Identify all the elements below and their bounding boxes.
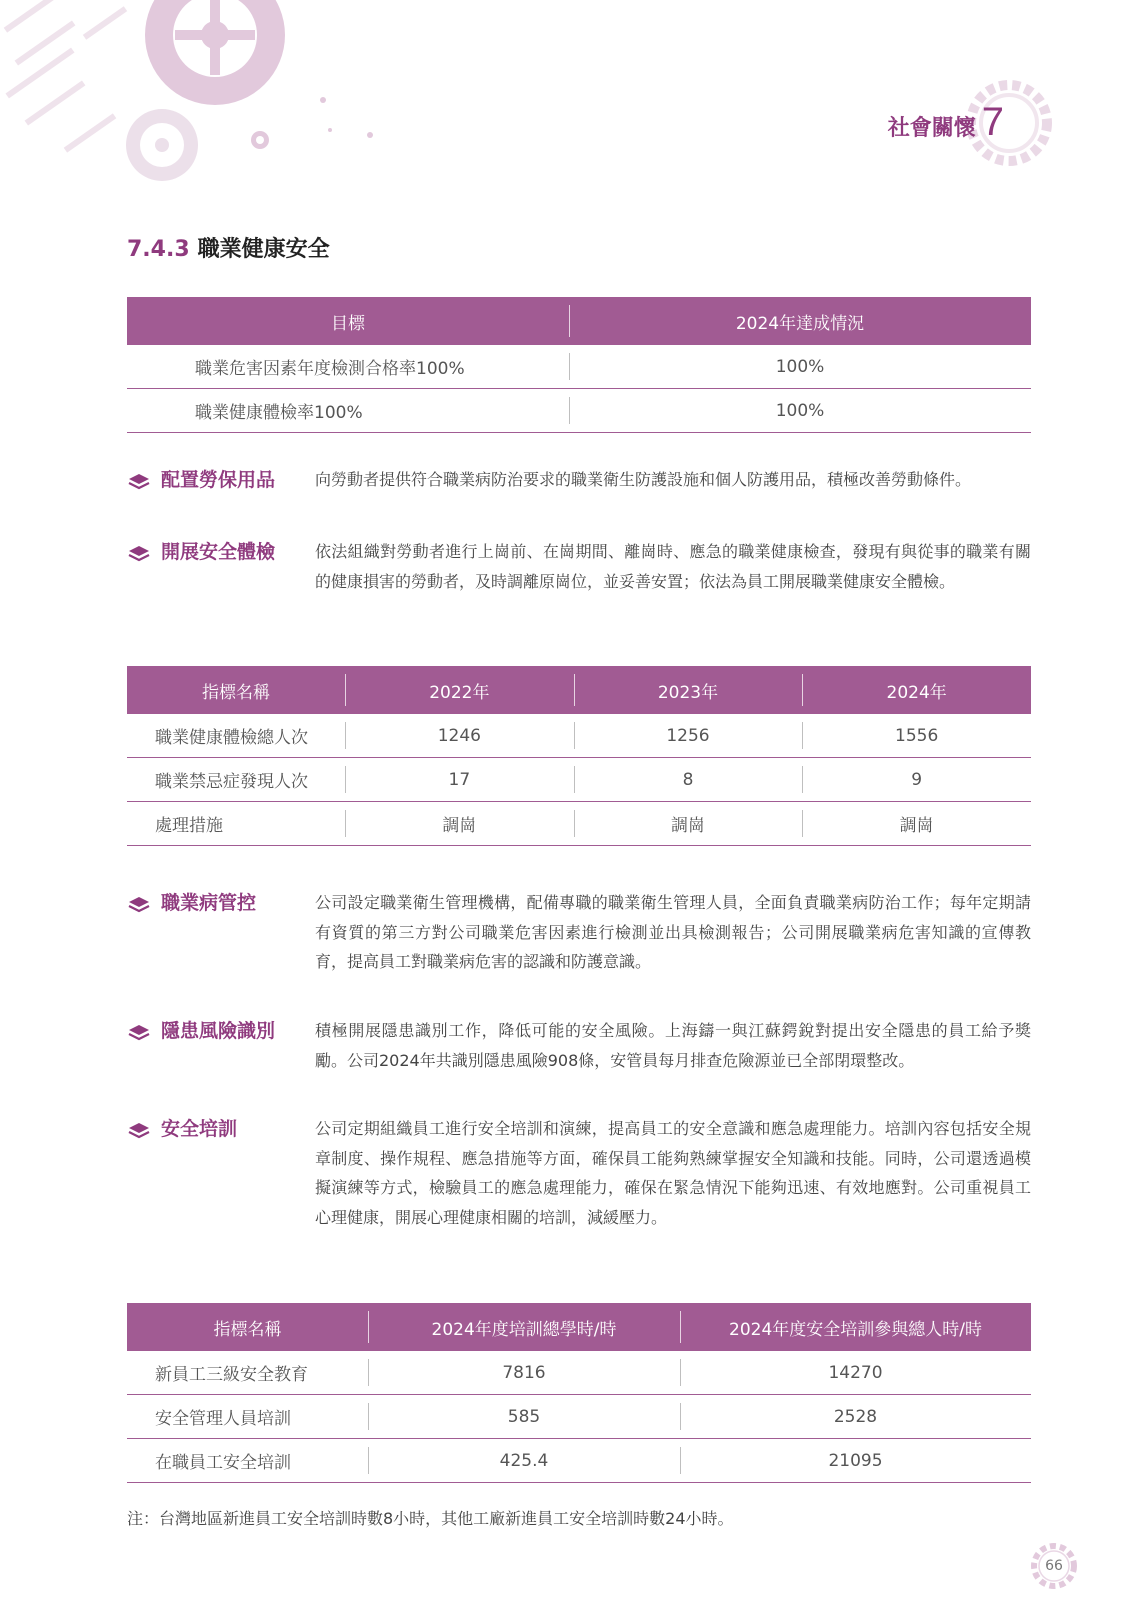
table-row [127, 802, 1031, 846]
table-cell: 調崗 [574, 802, 803, 846]
table-cell: 調崗 [802, 802, 1031, 846]
layers-icon [127, 546, 151, 562]
item-heading: 開展安全體檢 [161, 541, 276, 563]
table-cell: 安全管理人員培訓 [127, 1395, 368, 1439]
page-number-badge [1030, 1542, 1078, 1590]
health-indicator-table [127, 666, 1031, 846]
layers-icon [127, 474, 151, 490]
page-number: 66 [1045, 1558, 1063, 1574]
table-cell: 14270 [680, 1351, 1031, 1395]
table-cell: 1556 [802, 714, 1031, 758]
section-title-text: 職業健康安全 [197, 237, 330, 262]
table-row [127, 1395, 1031, 1439]
decorative-gears-illustration [0, 0, 420, 200]
item-protective-equipment [127, 465, 1031, 495]
table-row [127, 1439, 1031, 1483]
item-body: 積極開展隱患識別工作，降低可能的安全風險。上海鑄一與江蘇鍔銳對提出安全隱患的員工給予獎勵。公司2024年共識別隱患風險908條，安管員每月排查危險源並已全部閉環整改。 [315, 1021, 1031, 1070]
section-title [127, 232, 330, 263]
health-table-header-cell: 2022年 [345, 666, 574, 714]
training-table-header-cell: 指標名稱 [127, 1303, 368, 1351]
item-heading: 職業病管控 [161, 892, 257, 914]
item-occupational-disease-control [127, 888, 1031, 977]
table-cell: 職業健康體檢率100% [127, 389, 569, 433]
table-cell: 在職員工安全培訓 [127, 1439, 368, 1483]
table-cell: 1256 [574, 714, 803, 758]
layers-icon [127, 1123, 151, 1139]
table-cell: 職業禁忌症發現人次 [127, 758, 345, 802]
table-cell: 21095 [680, 1439, 1031, 1483]
table-cell: 職業危害因素年度檢測合格率100% [127, 345, 569, 389]
table-cell: 17 [345, 758, 574, 802]
footnote: 注：台灣地區新進員工安全培訓時數8小時，其他工廠新進員工安全培訓時數24小時。 [127, 1509, 734, 1528]
goal-table [127, 297, 1031, 433]
training-table-header-cell: 2024年度培訓總學時/時 [368, 1303, 680, 1351]
table-row [127, 1351, 1031, 1395]
goal-table-header [127, 297, 1031, 345]
health-table-header-cell: 2023年 [574, 666, 803, 714]
table-cell: 1246 [345, 714, 574, 758]
chapter-number: 7 [981, 100, 1004, 144]
table-cell: 100% [569, 389, 1031, 433]
table-cell: 2528 [680, 1395, 1031, 1439]
item-body: 公司設定職業衛生管理機構，配備專職的職業衛生管理人員，全面負責職業病防治工作；每年定期請有資質的第三方對公司職業危害因素進行檢測並出具檢測報告；公司開展職業病危害知識的宣傳教育，提高員工對職業病危害的認識和防護意識。 [315, 893, 1031, 971]
chapter-heading [888, 100, 1004, 145]
item-body: 公司定期組織員工進行安全培訓和演練，提高員工的安全意識和應急處理能力。培訓內容包括安全規章制度、操作規程、應急措施等方面，確保員工能夠熟練掌握安全知識和技能。同時，公司還透過模擬演練等方式，檢驗員工的應急處理能力，確保在緊急情況下能夠迅速、有效地應對。公司重視員工心理健康，開展心理健康相關的培訓，減緩壓力。 [315, 1119, 1031, 1227]
table-cell: 425.4 [368, 1439, 680, 1483]
chapter-name: 社會關懷 [887, 116, 976, 141]
item-heading: 配置勞保用品 [161, 469, 276, 491]
health-table-header-cell: 2024年 [802, 666, 1031, 714]
item-heading: 隱患風險識別 [161, 1020, 276, 1042]
item-safety-checkup [127, 537, 1031, 596]
health-table-header-cell: 指標名稱 [127, 666, 345, 714]
table-cell: 處理措施 [127, 802, 345, 846]
table-row [127, 389, 1031, 433]
table-cell: 100% [569, 345, 1031, 389]
table-cell: 職業健康體檢總人次 [127, 714, 345, 758]
health-table-header [127, 666, 1031, 714]
table-cell: 8 [574, 758, 803, 802]
table-row [127, 345, 1031, 389]
table-row [127, 714, 1031, 758]
training-table-header [127, 1303, 1031, 1351]
training-table-header-cell: 2024年度安全培訓參與總人時/時 [680, 1303, 1031, 1351]
table-row [127, 758, 1031, 802]
table-cell: 585 [368, 1395, 680, 1439]
goal-table-header-cell: 2024年達成情況 [569, 297, 1031, 345]
table-cell: 新員工三級安全教育 [127, 1351, 368, 1395]
table-cell: 9 [802, 758, 1031, 802]
section-number: 7.4.3 [127, 237, 190, 262]
item-body: 依法組織對勞動者進行上崗前、在崗期間、離崗時、應急的職業健康檢查，發現有與從事的職業有關的健康損害的勞動者，及時調離原崗位，並妥善安置；依法為員工開展職業健康安全體檢。 [315, 542, 1031, 591]
table-cell: 調崗 [345, 802, 574, 846]
training-indicator-table [127, 1303, 1031, 1483]
table-cell: 7816 [368, 1351, 680, 1395]
layers-icon [127, 897, 151, 913]
item-heading: 安全培訓 [161, 1118, 238, 1140]
layers-icon [127, 1025, 151, 1041]
item-hazard-identification [127, 1016, 1031, 1075]
goal-table-header-cell: 目標 [127, 297, 569, 345]
item-safety-training [127, 1114, 1031, 1232]
item-body: 向勞動者提供符合職業病防治要求的職業衛生防護設施和個人防護用品，積極改善勞動條件。 [315, 470, 972, 489]
